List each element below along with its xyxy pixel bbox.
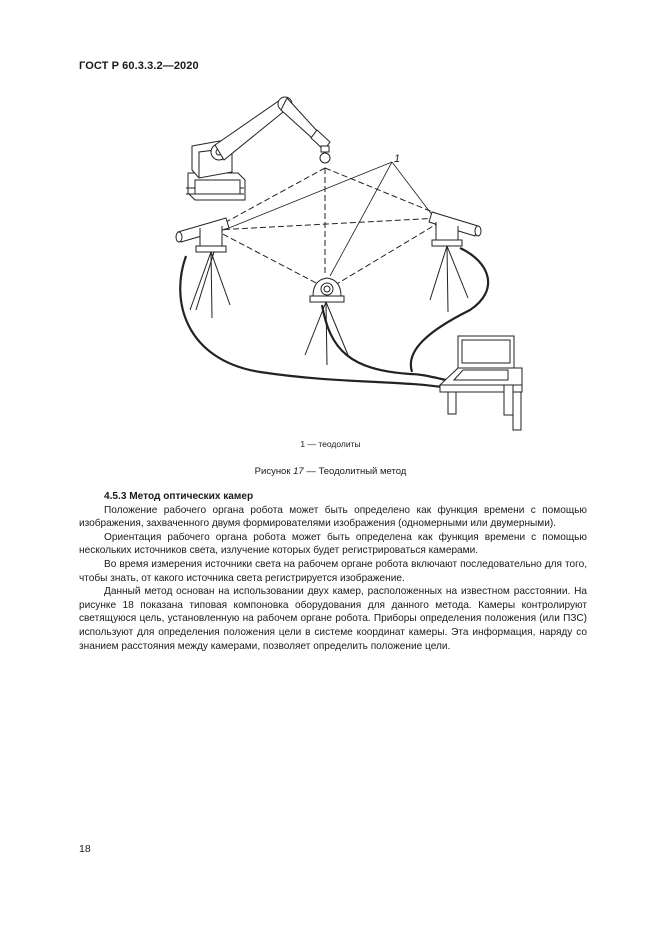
caption-prefix: Рисунок (254, 466, 294, 477)
caption-number: 17 (293, 466, 304, 477)
callout-leaders (224, 162, 436, 276)
section-4-5-3 (79, 490, 587, 653)
caption-text: — Теодолитный метод (303, 466, 407, 477)
right-theodolite (429, 212, 481, 312)
figure-legend: 1 — теодолиты (300, 439, 361, 449)
section-heading: 4.5.3 Метод оптических камер (104, 491, 254, 502)
left-theodolite (176, 218, 230, 318)
callout-label: 1 (394, 153, 401, 165)
paragraph-2: Ориентация рабочего органа робота может быть определена как функция времени с помощью нескольких источников света, излучение которых будет регистрироваться камерами. (79, 531, 587, 557)
paragraph-3: Во время измерения источники света на рабочем органе робота включают последовательно для того, чтобы знать, от какого источника света регистрируется изображение. (79, 558, 587, 584)
document-code: ГОСТ Р 60.3.3.2—2020 (79, 60, 199, 72)
page-number: 18 (79, 843, 91, 855)
theodolite-method-figure (160, 88, 540, 438)
paragraph-4: Данный метод основан на использовании двух камер, расположенных на известном расстоянии. На рисунке 18 показана типовая компоновка оборудования для данного метода. Камеры контролируют светящуюся цель, установленную на рабочем органе робота. Приборы определения положения (или ПЗС) используют для определения положения цели в системе координат камеры. Эта информация, наряду со знанием расстояния между камерами, позволяет определить положение цели. (79, 586, 587, 652)
figure-caption (0, 466, 661, 477)
computer-workstation (440, 336, 522, 430)
robot-illustration (186, 97, 330, 200)
paragraph-1: Положение рабочего органа робота может быть определено как функция времени с помощью изображения, захваченного двумя формирователями изображения (одномерными или двумерными). (79, 504, 587, 530)
sight-lines (215, 168, 440, 285)
